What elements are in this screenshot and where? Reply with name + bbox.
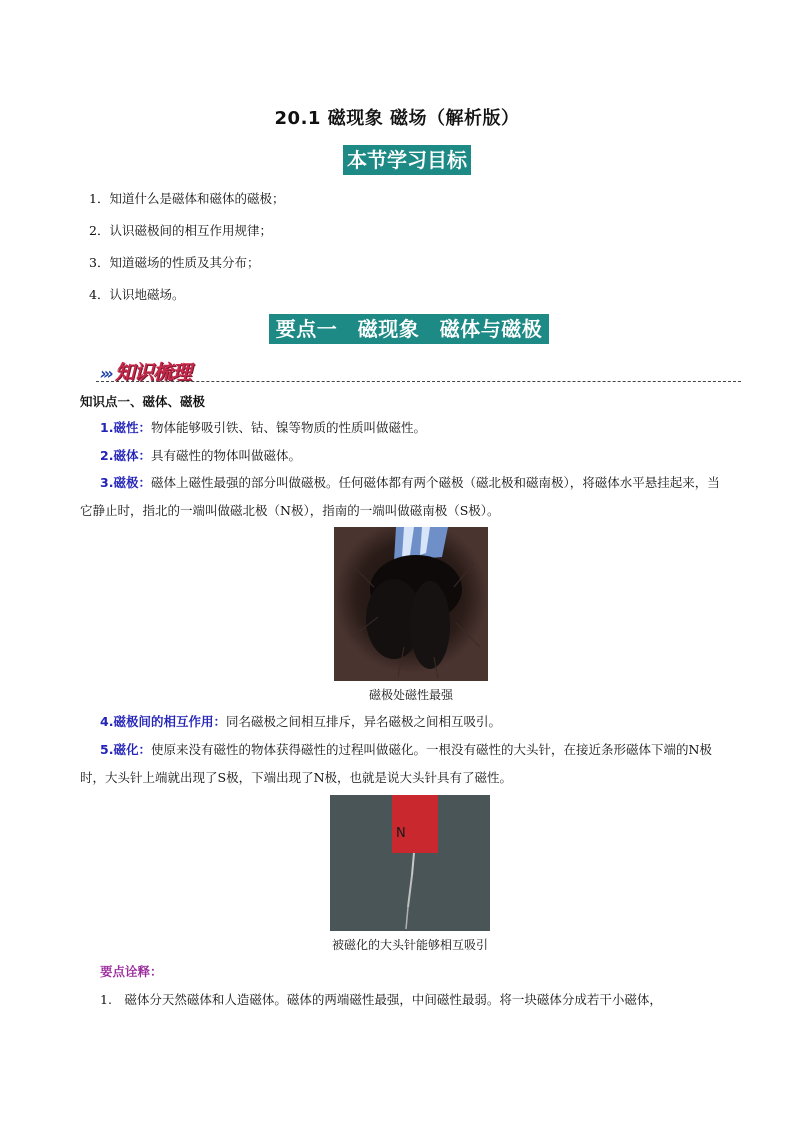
term-text: 物体能够吸引铁、钴、镍等物质的性质叫做磁性。: [150, 420, 426, 435]
term-label: 2.磁体：: [100, 448, 151, 463]
magnet-iron-filings-photo: [334, 527, 488, 681]
magnetized-pins-photo: [330, 795, 490, 931]
term-label: 3.磁极：: [100, 475, 151, 490]
notes-heading: 要点诠释：: [100, 964, 163, 979]
paragraph-magnetism: [80, 414, 730, 442]
term-label: 4.磁极间的相互作用：: [100, 714, 226, 729]
divider: [96, 381, 741, 382]
goal-item: 4．认识地磁场。: [89, 287, 185, 302]
goal-item: 1．知道什么是磁体和磁体的磁极；: [89, 191, 285, 206]
term-label: 5.磁化：: [100, 742, 151, 757]
paragraph-magnetization: [80, 736, 730, 792]
paragraph-magnetic-pole: [80, 469, 730, 525]
notes-heading-row: [80, 958, 730, 986]
chevron-icon: ›››: [100, 364, 111, 383]
magnet-pole-label: N: [396, 826, 406, 841]
section-banner: 要点一 磁现象 磁体与磁极: [269, 314, 549, 344]
term-text: 磁体上磁性最强的部分叫做磁极。任何磁体都有两个磁极（磁北极和磁南极），将磁体水平悬挂起来，当它静止时，指北的一端叫做磁北极（N极），指南的一端叫做磁南极（S极）。: [80, 475, 720, 518]
goal-item: 2．认识磁极间的相互作用规律；: [89, 223, 272, 238]
term-text: 使原来没有磁性的物体获得磁性的过程叫做磁化。一根没有磁性的大头针，在接近条形磁体下端的N极时，大头针上端就出现了S极，下端出现了N极，也就是说大头针具有了磁性。: [80, 742, 712, 785]
goal-item: 3．知道磁场的性质及其分布；: [89, 255, 260, 270]
figure-caption: 磁极处磁性最强: [368, 688, 453, 702]
figure-caption: 被磁化的大头针能够相互吸引: [331, 938, 488, 952]
paragraph-magnet: [80, 442, 730, 470]
subheading: 知识点一、磁体、磁极: [80, 394, 206, 409]
logo-text: 知识梳理: [114, 360, 191, 384]
paragraph-pole-interaction: [80, 708, 730, 736]
page-title: 20.1 磁现象 磁场（解析版）: [274, 108, 520, 129]
term-text: 同名磁极之间相互排斥，异名磁极之间相互吸引。: [225, 714, 501, 729]
learning-goals-banner: 本节学习目标: [343, 145, 471, 175]
note-item: 1. 磁体分天然磁体和人造磁体。磁体的两端磁性最强，中间磁性最弱。将一块磁体分成若干小磁体，: [100, 992, 662, 1007]
term-label: 1.磁性：: [100, 420, 151, 435]
term-text: 具有磁性的物体叫做磁体。: [150, 448, 301, 463]
